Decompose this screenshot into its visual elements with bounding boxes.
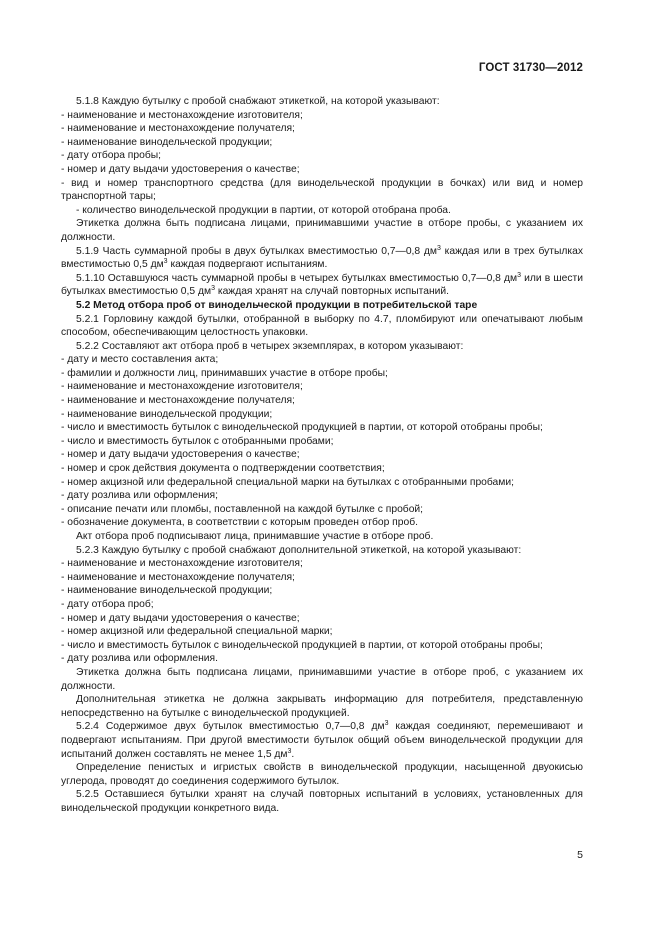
list-item: - число и вместимость бутылок с винодельческой продукцией в партии, от которой отобраны пробы; xyxy=(61,639,543,651)
list-item: - наименование винодельческой продукции; xyxy=(61,585,273,597)
list-item: - наименование и местонахождение получателя; xyxy=(61,571,295,583)
list-item: - дату и место составления акта; xyxy=(61,354,219,366)
list-item: - номер акцизной или федеральной специальной марки на бутылках с отобранными пробами; xyxy=(61,476,514,488)
list-item: - номер и дату выдачи удостоверения о качестве; xyxy=(61,612,300,624)
clause-5-2-2-list xyxy=(61,353,583,530)
list-item: - номер и дату выдачи удостоверения о качестве; xyxy=(61,449,300,461)
list-item: - описание печати или пломбы, поставленной на каждой бутылке с пробой; xyxy=(61,503,424,515)
list-item: - наименование и местонахождение изготовителя; xyxy=(61,558,303,570)
list-item: - наименование и местонахождение получателя; xyxy=(61,395,295,407)
clause-5-2-4-note: Определение пенистых и игристых свойств в винодельческой продукции, насыщенной двуокисью углерода, проводят до соединения содержимого бутылок. xyxy=(61,762,583,787)
list-item: - дату отбора проб; xyxy=(61,598,154,610)
clause-5-2-5: 5.2.5 Оставшиеся бутылки хранят на случай повторных испытаний в условиях, установленных для винодельческой продукции конкретного вида. xyxy=(61,789,583,814)
clause-5-2-2-note: Акт отбора проб подписывают лица, принимавшие участие в отборе проб. xyxy=(76,531,434,542)
clause-5-2-3-intro: 5.2.3 Каждую бутылку с пробой снабжают дополнительной этикеткой, на которой указывают: xyxy=(76,544,522,556)
clause-5-2-4: 5.2.4 Содержимое двух бутылок вместимостью 0,7—0,8 $дм^3$ каждая соединяют, перемешивают и подвергают испытаниям. При другой вместимости бутылок общий объем винодельческой продукции для испытаний должен составлять не менее 1,5 $дм^3$. xyxy=(61,720,583,760)
list-item: - количество винодельческой продукции в партии, от которой отобрана проба. xyxy=(76,204,451,216)
list-item: - номер и дату выдачи удостоверения о качестве; xyxy=(61,163,300,175)
list-item: - номер акцизной или федеральной специальной марки; xyxy=(61,626,333,638)
clause-5-1-8-note: Этикетка должна быть подписана лицами, принимавшими участие в отборе пробы, с указанием их должности. xyxy=(61,218,583,243)
document-body xyxy=(61,95,583,815)
page-number: 5 xyxy=(577,849,583,861)
list-item: - число и вместимость бутылок с отобранными пробами; xyxy=(61,435,334,447)
list-item: - дату розлива или оформления. xyxy=(61,653,218,665)
list-item: - наименование и местонахождение изготовителя; xyxy=(61,381,303,393)
list-item: - наименование и местонахождение получателя; xyxy=(61,123,295,135)
list-item: - дату отбора пробы; xyxy=(61,150,161,162)
list-item: - вид и номер транспортного средства (для винодельческой продукции в бочках) или вид и номер транспортной тары; xyxy=(61,177,583,203)
list-item: - обозначение документа, в соответствии с которым проведен отбор проб. xyxy=(61,517,418,529)
document-code: ГОСТ 31730—2012 xyxy=(478,62,583,74)
list-item: - наименование винодельческой продукции; xyxy=(61,408,273,420)
clause-5-1-8-list xyxy=(61,109,583,218)
clause-5-2-3-note: Этикетка должна быть подписана лицами, принимавшими участие в отборе проб, с указанием их должности. xyxy=(61,666,583,692)
list-item: - наименование и местонахождение изготовителя; xyxy=(61,109,303,121)
clause-5-1-9: 5.1.9 Часть суммарной пробы в двух бутылках вместимостью 0,7—0,8 $дм^3$ каждая или в трех бутылках вместимостью 0,5 $дм^3$ каждая подвергают испытаниям. xyxy=(61,244,584,271)
clause-5-1-10: 5.1.10 Оставшуюся часть суммарной пробы в четырех бутылках вместимостью 0,7—0,8 $дм^3$ или в шести бутылках вместимостью 0,5 $дм^3$ каждая хранят на случай повторных испытаний. xyxy=(61,271,583,298)
list-item: - наименование винодельческой продукции; xyxy=(61,136,273,148)
clause-5-2-3-list xyxy=(61,557,583,666)
list-item: - число и вместимость бутылок с винодельческой продукцией в партии, от которой отобраны пробы; xyxy=(61,422,543,434)
clause-5-2-3-label-note: Дополнительная этикетка не должна закрывать информацию для потребителя, представленную непосредственно на бутылке с винодельческой продукцией. xyxy=(61,694,583,719)
section-5-2-heading: 5.2 Метод отбора проб от винодельческой продукции в потребительской таре xyxy=(76,299,478,311)
list-item: - номер и срок действия документа о подтверждении соответствия; xyxy=(61,463,385,475)
list-item: - дату розлива или оформления; xyxy=(61,490,218,502)
clause-5-2-2-intro: 5.2.2 Составляют акт отбора проб в четырех экземплярах, в котором указывают: xyxy=(76,340,464,352)
clause-5-1-8-intro: 5.1.8 Каждую бутылку с пробой снабжают этикеткой, на которой указывают: xyxy=(76,96,440,107)
list-item: - фамилии и должности лиц, принимавших участие в отборе пробы; xyxy=(61,367,388,379)
clause-5-2-1: 5.2.1 Горловину каждой бутылки, отобранной в выборку по 4.7, пломбируют или опечатывают любым способом, обеспечивающим целостность упаковки. xyxy=(61,313,583,339)
